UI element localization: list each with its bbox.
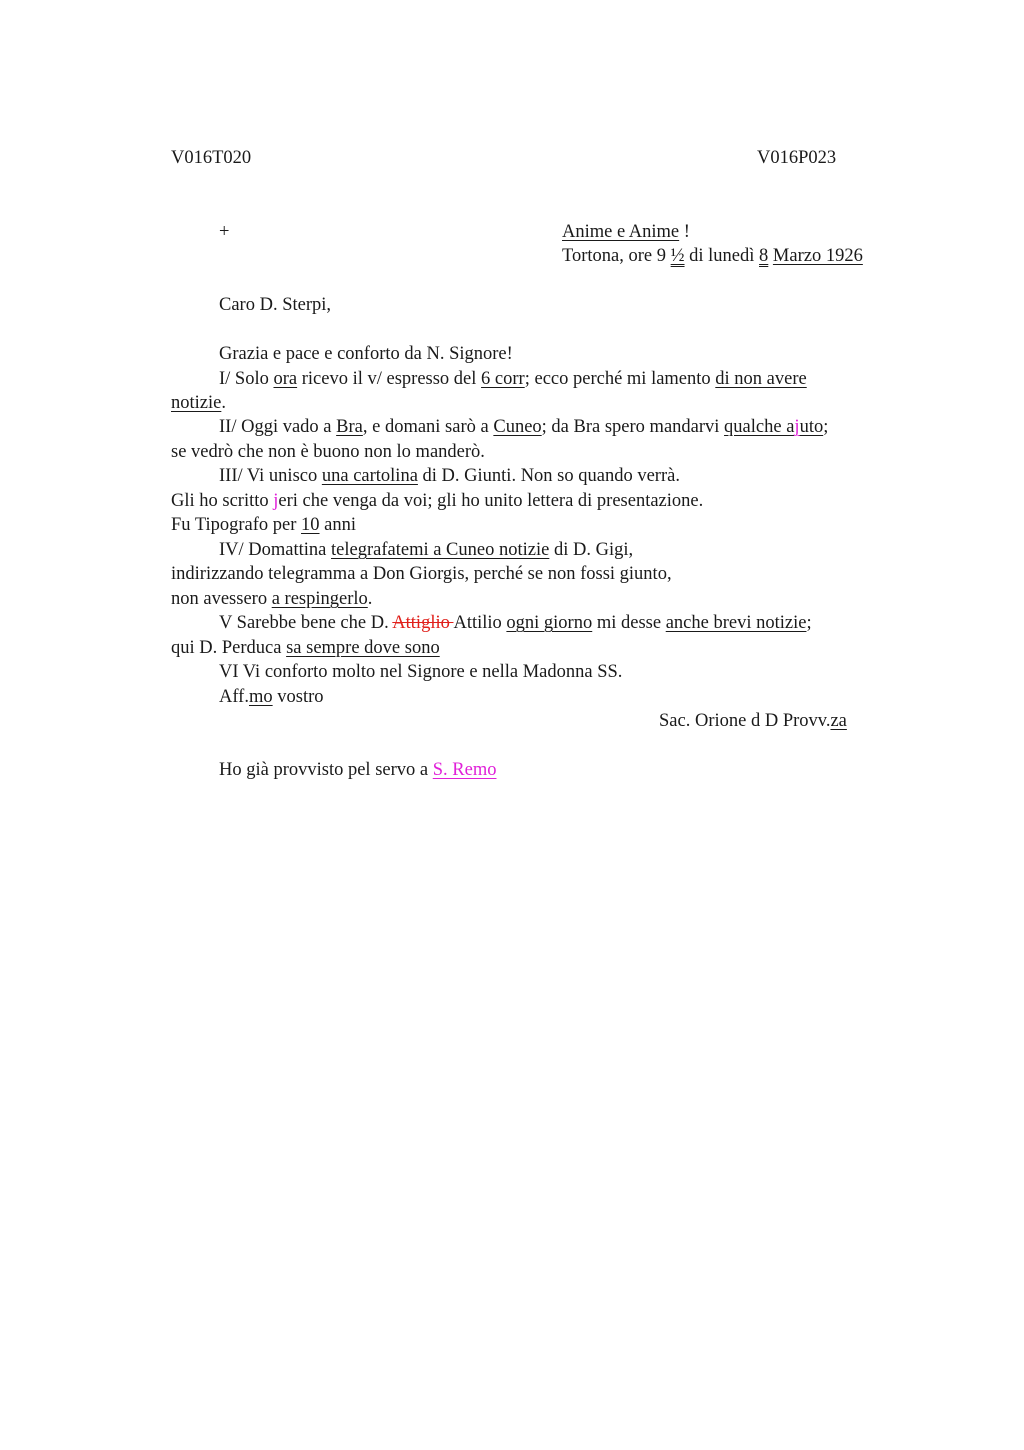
place-link: S. Remo [432,760,497,780]
motto-heading: Anime e Anime ! [562,222,690,242]
paragraph-3: III/ Vi unisco una cartolina di D. Giunti. Non so quando verrà. [219,466,680,486]
signature: Sac. Orione d D Provv.za [659,711,847,731]
paragraph-4-cont: indirizzando telegramma a Don Giorgis, perché se non fossi giunto, [171,564,672,584]
page-code-right: V016P023 [757,148,837,168]
paragraph-6: VI Vi conforto molto nel Signore e nella Madonna SS. [219,662,623,682]
paragraph-1-cont: notizie. [171,393,226,413]
paragraph-1: I/ Solo ora ricevo il v/ espresso del 6 corr; ecco perché mi lamento di non avere [219,369,807,389]
dateline: Tortona, ore 9 ½ di lunedì 8 Marzo 1926 [562,246,863,266]
paragraph-5-cont: qui D. Perduca sa sempre dove sono [171,638,440,658]
closing: Aff.mo vostro [219,687,324,707]
salutation: Caro D. Sterpi, [219,295,332,315]
cross-mark: + [219,222,230,242]
postscript: Ho già provvisto pel servo a S. Remo [219,760,497,780]
greeting: Grazia e pace e conforto da N. Signore! [219,344,513,364]
struck-word: Attiglio [392,613,454,633]
paragraph-2-cont: se vedrò che non è buono non lo manderò. [171,442,485,462]
paragraph-2: II/ Oggi vado a Bra, e domani sarò a Cuneo; da Bra spero mandarvi qualche ajuto; [219,417,829,437]
paragraph-3-note: Fu Tipografo per 10 anni [171,515,357,535]
paragraph-3-cont: Gli ho scritto jeri che venga da voi; gli ho unito lettera di presentazione. [171,491,704,511]
paragraph-5: V Sarebbe bene che D. Attiglio Attilio ogni giorno mi desse anche brevi notizie; [219,613,812,633]
paragraph-4: IV/ Domattina telegrafatemi a Cuneo notizie di D. Gigi, [219,540,634,560]
paragraph-4-end: non avessero a respingerlo. [171,589,373,609]
document-code-left: V016T020 [171,148,252,168]
